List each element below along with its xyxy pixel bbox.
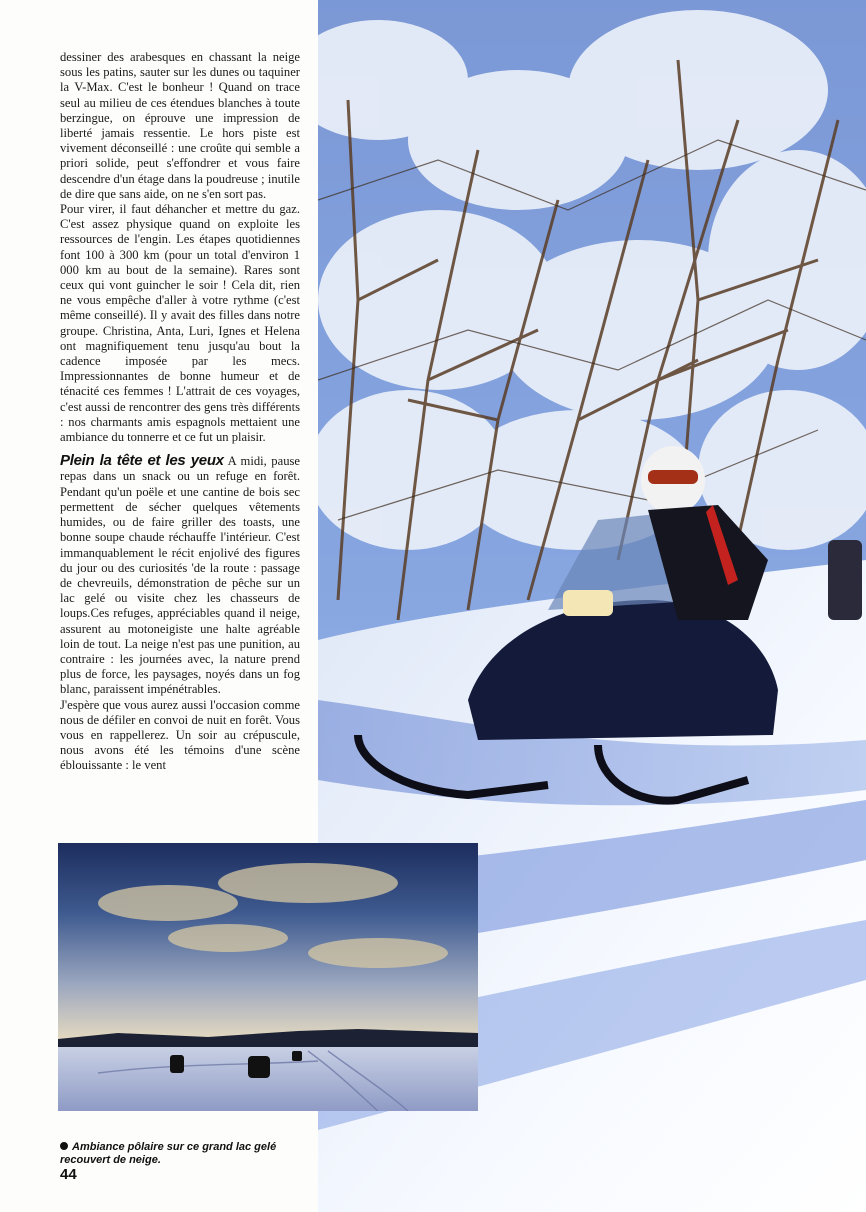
- page-number: 44: [60, 1166, 77, 1183]
- lake-photo-illustration: [58, 843, 478, 1111]
- photo-caption: [60, 1141, 310, 1167]
- article-paragraph-2: Pour virer, il faut déhancher et mettre du gaz. C'est assez physique quand on exploite les ressources de l'engin. Les étapes quotidiennes font 100 à 300 km (pour un total d'environ 1 000 km au bout de la semaine). Rares sont ceux qui vont guincher le soir ! Cela dit, rien ne vous empêche d'aller à votre rythme (c'est même conseillé). Il y avait des filles dans notre groupe. Christina, Anta, Luri, Ignes et Helena ont magnifiquement tenu jusqu'au bout la cadence imposée par les mecs. Impressionnantes de bonne humeur et de ténacité ces femmes ! L'attrait de ces voyages, c'est aussi de rencontrer des gens très différents : nos charmants amis espagnols mettaient une ambiance du tonnerre et ce fut un plaisir.: [60, 202, 300, 445]
- caption-bullet-icon: [60, 1142, 68, 1150]
- section-2-paragraph-1: [60, 453, 300, 697]
- section-2-paragraph-2: J'espère que vous aurez aussi l'occasion comme nous de défiler en convoi de nuit en forêt. Vous vous en rappellerez. Un soir au crépuscule, nous avons été les témoins d'une scène éblouissante : le vent: [60, 697, 300, 773]
- section-heading: Plein la tête et les yeux: [60, 452, 224, 470]
- section-2-paragraph-1-text: A midi, pause repas dans un snack ou un refuge en forêt. Pendant qu'un poële et une cantine de bois sec permettent de sécher quelques vêtements humides, ou de faire griller des toasts, une bonne soupe chaude réchauffe l'intérieur. C'est immanquablement le récit enjolivé des figures du jour ou des curiosités 'de la route : passage de chevreuils, démonstration de pêche sur un lac gelé ou visite chez les chasseurs de loups.Ces refuges, appréciables quand il neige, assurent au motoneigiste une halte agréable loin de tout. La neige n'est pas une punition, au contraire : les journées avec, la nature prend plus de force, les paysages, noyés dans un fog blanc, paraissent impénétrables.: [60, 454, 300, 697]
- frozen-lake-photo: [58, 843, 478, 1111]
- article-text-column: [60, 50, 300, 774]
- article-paragraph-1: dessiner des arabesques en chassant la neige sous les patins, sauter sur les dunes ou taquiner la V-Max. C'est le bonheur ! Quand on trace seul au milieu de ces étendues blanches à toute berzingue, on éprouve une impression de liberté jamais ressentie. Le hors piste est vivement déconseillé : une croûte qui semble a priori solide, peut s'effondrer et vous faire descendre d'un étage dans la poudreuse ; inutile de dire que sans aide, on ne s'en sort pas.: [60, 50, 300, 201]
- caption-text: Ambiance pôlaire sur ce grand lac gelé recouvert de neige.: [60, 1141, 277, 1166]
